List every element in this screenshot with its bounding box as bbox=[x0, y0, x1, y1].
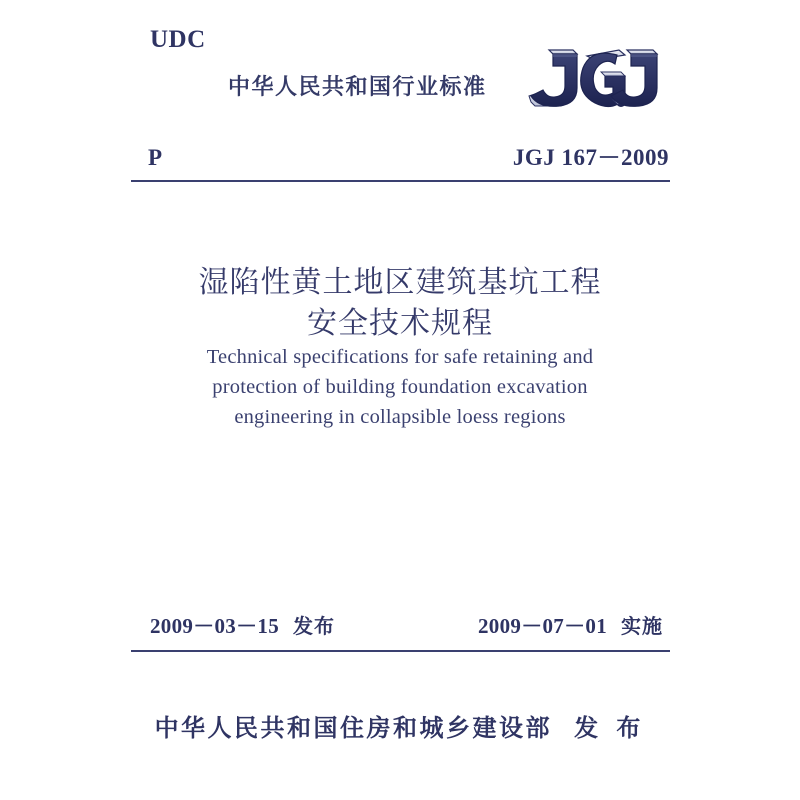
classification-letter: P bbox=[148, 145, 163, 170]
issue-date-value: 2009－03－15 bbox=[150, 614, 279, 638]
issue-date-label: 发布 bbox=[293, 614, 335, 638]
issue-date-block bbox=[131, 610, 335, 640]
title-en-line-1: Technical specifications for safe retaining and bbox=[206, 346, 594, 368]
title-en-line-2: protection of building foundation excavation bbox=[212, 376, 588, 398]
publisher-verb: 发 布 bbox=[574, 714, 646, 742]
dates-row bbox=[131, 610, 670, 640]
divider-top bbox=[131, 180, 670, 182]
effective-date-block bbox=[478, 610, 670, 640]
title-cn-line-1: 湿陷性黄土地区建筑基坑工程 bbox=[198, 265, 602, 300]
title-cn-line-2: 安全技术规程 bbox=[307, 306, 493, 341]
title-en-line-3: engineering in collapsible loess regions bbox=[234, 406, 566, 428]
document-title-cn bbox=[0, 262, 800, 344]
standard-number: JGJ 167－2009 bbox=[512, 145, 669, 170]
publisher-line bbox=[0, 708, 800, 743]
effective-date-value: 2009－07－01 bbox=[478, 614, 607, 638]
standard-authority-heading: 中华人民共和国行业标准 bbox=[228, 75, 487, 100]
udc-label: UDC bbox=[150, 26, 206, 53]
standard-code-row bbox=[131, 139, 670, 172]
document-title-en bbox=[0, 342, 800, 432]
effective-date-label: 实施 bbox=[621, 614, 663, 638]
jgj-emblem-logo bbox=[521, 46, 671, 112]
divider-bottom bbox=[131, 650, 670, 652]
publisher-organization: 中华人民共和国住房和城乡建设部 bbox=[154, 714, 553, 742]
